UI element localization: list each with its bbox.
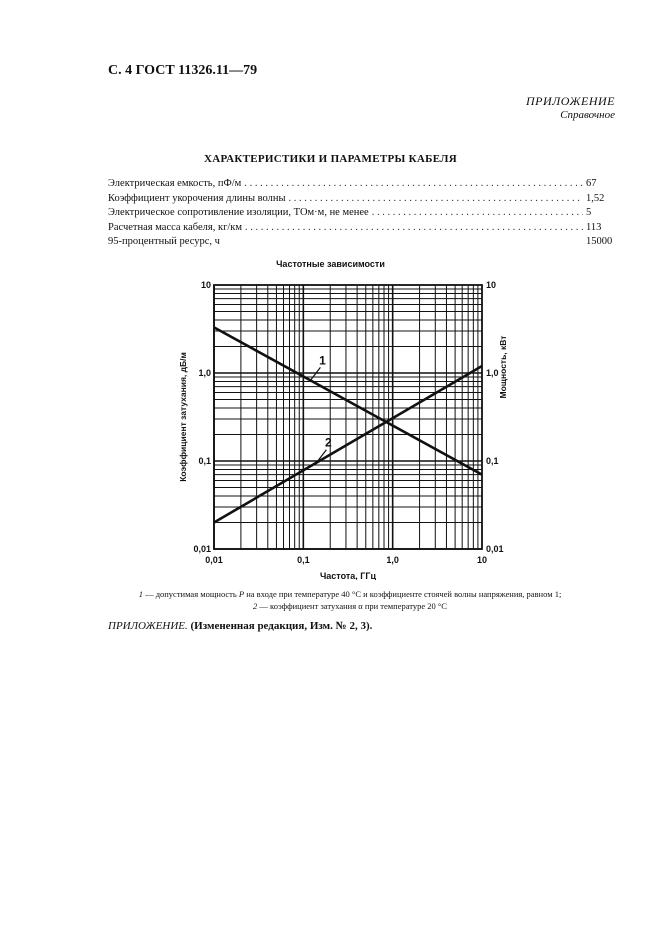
appendix-title: ПРИЛОЖЕНИЕ [526, 94, 615, 108]
chart-legend [90, 588, 610, 612]
y-tick-label-right: 1,0 [486, 368, 499, 378]
frequency-chart [160, 270, 520, 580]
parameter-value: 113 [586, 221, 602, 233]
y-tick-label-left: 0,1 [198, 456, 211, 466]
parameter-row [108, 193, 614, 208]
plot-frame [214, 285, 482, 549]
parameters-list [108, 178, 614, 251]
y-axis-label-left: Коэффициент затухания, дБ/м [178, 352, 188, 482]
x-tick-label: 1,0 [386, 555, 399, 565]
y-tick-label-right: 10 [486, 280, 497, 290]
parameter-label: 95-процентный ресурс, ч [108, 236, 220, 248]
parameter-value: 1,52 [586, 192, 605, 204]
y-tick-label-left: 1,0 [198, 368, 211, 378]
chart-title: Частотные зависимости [276, 259, 385, 269]
section-title: ХАРАКТЕРИСТИКИ И ПАРАМЕТРЫ КАБЕЛЯ [203, 153, 457, 165]
parameter-row [108, 178, 614, 193]
parameter-label: Электрическое сопротивление изоляции, ТОм·м, не менее [108, 207, 369, 219]
series-line-2 [214, 366, 482, 522]
series-label-2: 2 [325, 435, 332, 450]
legend-line-2: 2 — коэффициент затухания α при температуре 20 °С [253, 601, 447, 611]
appendix-label [526, 94, 615, 121]
parameter-label: Коэффициент укорочения длины волны [108, 192, 286, 204]
parameter-value: 67 [586, 178, 597, 189]
y-axis-label-right: Мощность, кВт [498, 335, 508, 399]
y-tick-label-right: 0,1 [486, 456, 499, 466]
appendix-subtitle: Справочное [560, 109, 615, 121]
legend-line-1: 1 — допустимая мощность P на входе при температуре 40 °С и коэффициенте стоячей волны напряжения, равном 1; [138, 589, 562, 599]
y-tick-label-left: 10 [200, 280, 211, 290]
x-tick-label: 10 [476, 555, 488, 565]
parameter-row [108, 207, 614, 222]
page-header: С. 4 ГОСТ 11326.11—79 [108, 63, 258, 78]
y-tick-label-right: 0,01 [486, 544, 504, 554]
parameter-row [108, 222, 614, 237]
x-tick-label: 0,1 [297, 555, 310, 565]
parameter-value: 15000 [586, 236, 613, 248]
parameter-label: Электрическая емкость, пФ/м [108, 178, 242, 189]
series-line-1 [214, 327, 482, 474]
parameter-row [108, 236, 614, 251]
parameter-label: Расчетная масса кабеля, кг/км [108, 221, 243, 233]
y-tick-label-left: 0,01 [193, 544, 211, 554]
series-label-1: 1 [319, 353, 326, 368]
parameter-value: 5 [586, 207, 592, 219]
revision-note: ПРИЛОЖЕНИЕ. (Измененная редакция, Изм. № 2, 3). [108, 620, 373, 632]
series-leader-1 [310, 367, 320, 380]
x-axis-label: Частота, ГГц [319, 571, 377, 580]
x-tick-label: 0,01 [205, 555, 223, 565]
